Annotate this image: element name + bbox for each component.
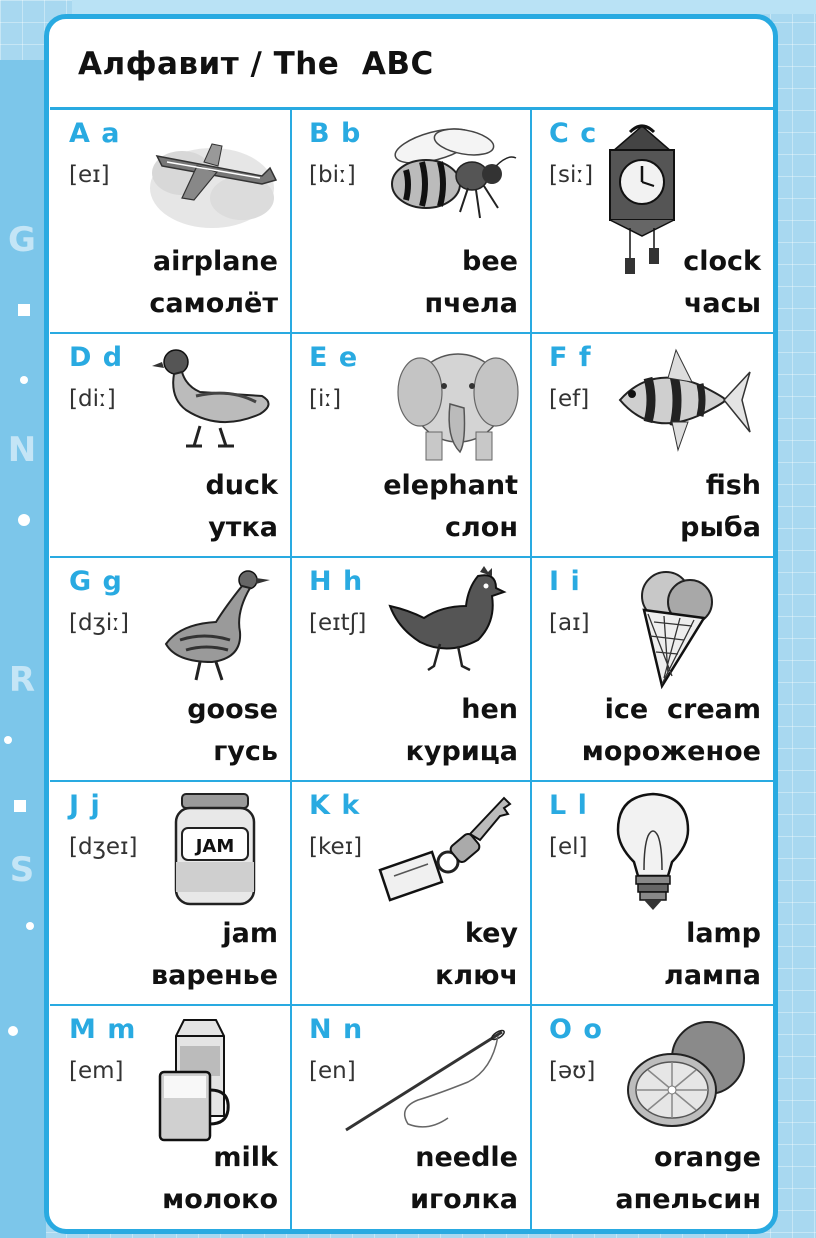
airplane-icon bbox=[142, 118, 282, 242]
letter-label: C c bbox=[549, 118, 598, 149]
letter-label: K k bbox=[309, 790, 361, 821]
transcription: [el] bbox=[549, 834, 588, 860]
alphabet-cell-d bbox=[50, 334, 292, 558]
needle-icon bbox=[338, 1020, 518, 1140]
english-word: ice cream bbox=[604, 694, 761, 725]
decor-letter-s: S bbox=[9, 850, 35, 890]
decor-square bbox=[14, 800, 26, 812]
decor-letter-r: R bbox=[8, 660, 36, 700]
english-word: hen bbox=[461, 694, 518, 725]
elephant-icon bbox=[388, 342, 528, 466]
alphabet-cell-i bbox=[532, 558, 773, 782]
alphabet-cell-b bbox=[292, 110, 532, 334]
letter-label: E e bbox=[309, 342, 359, 373]
side-decoration-strip bbox=[0, 60, 46, 1238]
alphabet-grid bbox=[50, 107, 773, 1230]
alphabet-cell-f bbox=[532, 334, 773, 558]
light-bulb-icon bbox=[608, 790, 698, 914]
english-word: key bbox=[464, 918, 518, 949]
transcription: [en] bbox=[309, 1058, 356, 1084]
decor-dot bbox=[8, 1026, 18, 1036]
key-icon bbox=[376, 790, 516, 914]
milk-icon bbox=[154, 1016, 244, 1146]
letter-label: M m bbox=[69, 1014, 137, 1045]
decor-square bbox=[18, 304, 30, 316]
letter-label: A a bbox=[69, 118, 121, 149]
ice-cream-icon bbox=[628, 566, 728, 690]
transcription: [dʒeɪ] bbox=[69, 834, 138, 860]
russian-word: мороженое bbox=[581, 736, 761, 767]
goose-icon bbox=[156, 566, 276, 690]
russian-word: часы bbox=[683, 288, 761, 319]
russian-word: ключ bbox=[435, 960, 518, 991]
alphabet-cell-g bbox=[50, 558, 292, 782]
transcription: [keɪ] bbox=[309, 834, 363, 860]
page-title: Алфавит / The ABC bbox=[78, 46, 434, 82]
orange-icon bbox=[622, 1014, 762, 1138]
english-word: elephant bbox=[383, 470, 518, 501]
decor-dot bbox=[26, 922, 34, 930]
alphabet-cell-h bbox=[292, 558, 532, 782]
english-word: lamp bbox=[686, 918, 761, 949]
transcription: [ef] bbox=[549, 386, 590, 412]
alphabet-cell-a bbox=[50, 110, 292, 334]
letter-label: L l bbox=[549, 790, 588, 821]
russian-word: варенье bbox=[151, 960, 278, 991]
russian-word: слон bbox=[445, 512, 518, 543]
letter-label: H h bbox=[309, 566, 364, 597]
fish-icon bbox=[612, 342, 752, 466]
letter-label: F f bbox=[549, 342, 592, 373]
transcription: [diː] bbox=[69, 386, 116, 412]
decor-letter-n: N bbox=[7, 430, 37, 470]
alphabet-cell-c bbox=[532, 110, 773, 334]
transcription: [biː] bbox=[309, 162, 356, 188]
letter-label: J j bbox=[69, 790, 101, 821]
transcription: [əʊ] bbox=[549, 1058, 596, 1084]
decor-dot bbox=[18, 514, 30, 526]
alphabet-cell-o bbox=[532, 1006, 773, 1230]
russian-word: лампа bbox=[664, 960, 761, 991]
bee-icon bbox=[384, 118, 524, 242]
english-word: goose bbox=[187, 694, 278, 725]
transcription: [em] bbox=[69, 1058, 124, 1084]
letter-label: O o bbox=[549, 1014, 603, 1045]
decor-letter-g: G bbox=[8, 220, 36, 260]
english-word: airplane bbox=[152, 246, 278, 277]
jam-label: JAM bbox=[195, 836, 235, 857]
letter-label: B b bbox=[309, 118, 362, 149]
letter-label: G g bbox=[69, 566, 123, 597]
russian-word: курица bbox=[405, 736, 518, 767]
decor-dot bbox=[4, 736, 12, 744]
russian-word: гусь bbox=[213, 736, 278, 767]
russian-word: утка bbox=[208, 512, 278, 543]
letter-label: D d bbox=[69, 342, 124, 373]
english-word: clock bbox=[683, 246, 761, 277]
jam-jar-icon bbox=[170, 792, 260, 908]
decor-dot bbox=[20, 376, 28, 384]
russian-word: рыба bbox=[680, 512, 761, 543]
russian-word: молоко bbox=[162, 1184, 278, 1215]
alphabet-cell-j bbox=[50, 782, 292, 1006]
english-word: jam bbox=[222, 918, 278, 949]
transcription: [eɪ] bbox=[69, 162, 110, 188]
transcription: [aɪ] bbox=[549, 610, 590, 636]
transcription: [dʒiː] bbox=[69, 610, 129, 636]
english-word: needle bbox=[415, 1142, 518, 1173]
russian-word: иголка bbox=[410, 1184, 518, 1215]
english-word: duck bbox=[205, 470, 278, 501]
alphabet-cell-m bbox=[50, 1006, 292, 1230]
top-band bbox=[72, 0, 816, 14]
duck-icon bbox=[150, 342, 290, 466]
english-word: fish bbox=[705, 470, 761, 501]
english-word: bee bbox=[462, 246, 518, 277]
transcription: [eɪtʃ] bbox=[309, 610, 367, 636]
russian-word: пчела bbox=[424, 288, 518, 319]
russian-word: самолёт bbox=[149, 288, 278, 319]
english-word: milk bbox=[213, 1142, 278, 1173]
letter-label: N n bbox=[309, 1014, 364, 1045]
cuckoo-clock-icon bbox=[592, 118, 692, 278]
transcription: [siː] bbox=[549, 162, 594, 188]
alphabet-cell-e bbox=[292, 334, 532, 558]
alphabet-cell-n bbox=[292, 1006, 532, 1230]
hen-icon bbox=[384, 566, 524, 690]
transcription: [iː] bbox=[309, 386, 342, 412]
alphabet-cell-l bbox=[532, 782, 773, 1006]
russian-word: апельсин bbox=[615, 1184, 761, 1215]
alphabet-cell-k bbox=[292, 782, 532, 1006]
letter-label: I i bbox=[549, 566, 581, 597]
english-word: orange bbox=[654, 1142, 761, 1173]
